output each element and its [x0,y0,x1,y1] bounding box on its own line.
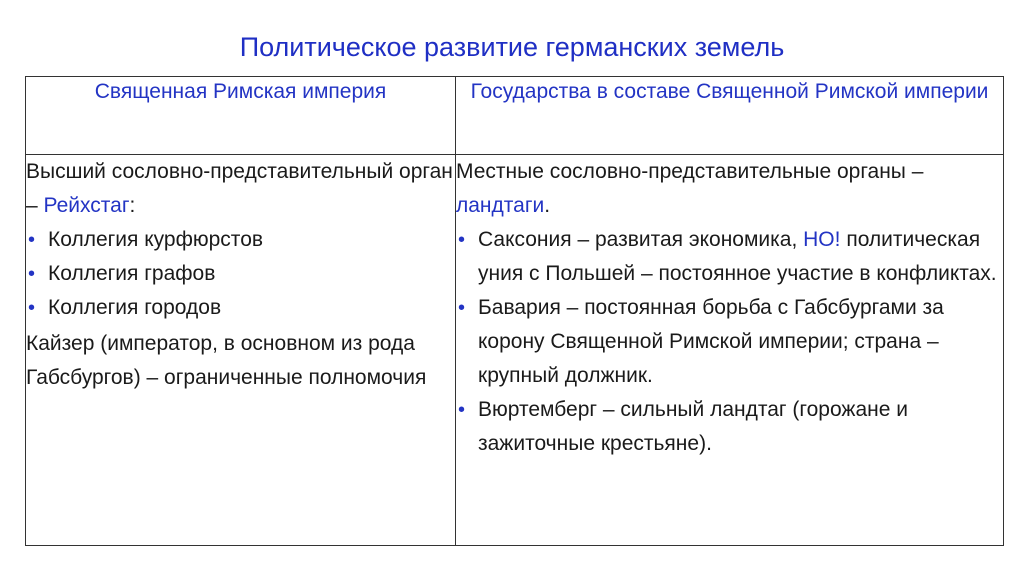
list-item [26,223,455,257]
landtag-term: ландтаги [456,194,545,217]
cell-member-states [456,155,1004,546]
bullet-text: Коллегия курфюрстов [48,228,264,251]
list-item [456,393,1003,461]
bullet-icon: • [458,399,466,421]
bullet-icon: • [28,229,36,251]
bullet-icon: • [28,263,36,285]
bullet-text: Коллегия городов [48,296,222,319]
list-item [26,291,455,325]
bullet-icon: • [458,297,466,319]
left-bullet-list [26,223,455,325]
list-item [456,291,1003,393]
table-body-row [26,155,1004,546]
bullet-icon: • [28,297,36,319]
cell-holy-roman-empire [26,155,456,546]
left-outro: Кайзер (император, в основном из рода Габсбургов) – ограниченные полномочия [26,332,427,389]
bullet-highlight: НО! [803,228,841,251]
right-bullet-list [456,223,1003,461]
bullet-text-after: политическая уния с Польшей – постоянное участие в конфликтах. [478,228,997,285]
bullet-icon: • [458,229,466,251]
bullet-text: Коллегия графов [48,262,216,285]
bullet-text: Вюртемберг – сильный ландтаг (горожане и зажиточные крестьяне). [478,398,908,455]
bullet-text: Саксония – развитая экономика, [478,228,804,251]
reichstag-term: Рейхстаг [43,194,130,217]
list-item [456,223,1003,291]
left-intro-end: : [129,194,136,217]
left-intro [26,155,455,223]
bullet-text: Бавария – постоянная борьба с Габсбургами за корону Священной Римской империи; страна – крупный должник. [478,296,944,387]
list-item [26,257,455,291]
slide-title: Политическое развитие германских земель [239,32,785,62]
right-intro-text: Местные сословно-представительные органы – [456,160,924,183]
right-intro [456,155,1003,223]
right-intro-end: . [544,194,551,217]
table-header-row [26,77,1004,155]
header-member-states: Государства в составе Священной Римской империи [456,77,1004,155]
comparison-table [25,76,1004,546]
left-intro-text: Высший сословно-представительный орган – [26,160,453,217]
header-holy-roman-empire: Священная Римская империя [26,77,456,155]
